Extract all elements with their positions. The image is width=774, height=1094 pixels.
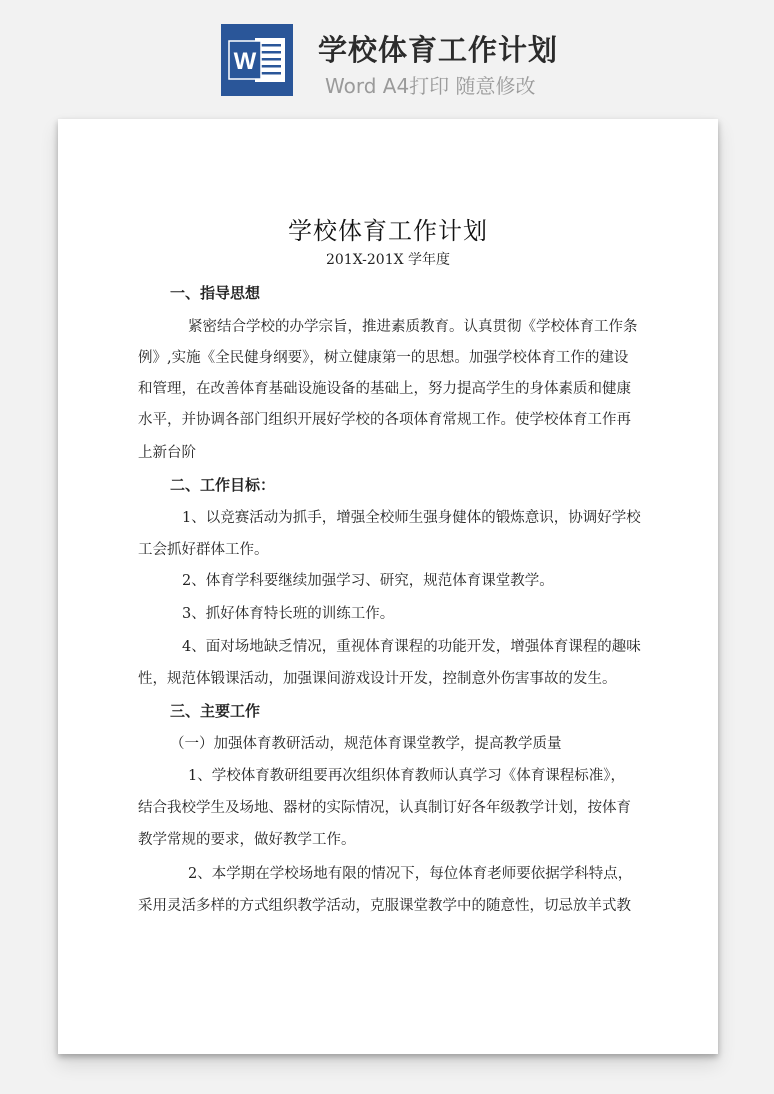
section-heading: 三、主要工作 (170, 702, 261, 720)
paragraph-line: 1、学校体育教研组要再次组织体育教师认真学习《体育课程标准》， (188, 768, 625, 784)
paragraph-line: 教学常规的要求，做好教学工作。 (138, 832, 356, 848)
section-heading: 一、指导思想 (170, 284, 261, 302)
page-header (0, 0, 774, 110)
paragraph-line: 2、本学期在学校场地有限的情况下，每位体育老师要依据学科特点， (188, 866, 633, 882)
paragraph-line: 3、抓好体育特长班的训练工作。 (182, 606, 395, 622)
word-icon-letter: W (233, 48, 257, 75)
header-title: 学校体育工作计划 (318, 33, 559, 67)
paragraph-line: 1、以竞赛活动为抓手，增强全校师生强身健体的锻炼意识，协调好学校 (182, 510, 641, 526)
paragraph-line: 水平，并协调各部门组织开展好学校的各项体育常规工作。使学校体育工作再 (138, 412, 631, 428)
paragraph-line: 工会抓好群体工作。 (138, 542, 269, 558)
paragraph-line: 性，规范体锻课活动，加强课间游戏设计开发，控制意外伤害事故的发生。 (138, 671, 617, 687)
paragraph-line: 上新台阶 (138, 445, 196, 461)
document-subtitle: 201X-201X 学年度 (325, 252, 451, 268)
paragraph-line: 2、体育学科要继续加强学习、研究，规范体育课堂教学。 (182, 573, 554, 589)
paragraph-line: 和管理，在改善体育基础设施设备的基础上，努力提高学生的身体素质和健康 (138, 381, 631, 397)
paragraph-line: 采用灵活多样的方式组织教学活动，克服课堂教学中的随意性，切忌放羊式教 (138, 898, 631, 914)
word-icon (221, 24, 293, 96)
document-page (58, 119, 718, 1054)
document-title: 学校体育工作计划 (288, 217, 488, 245)
paragraph-line: 4、面对场地缺乏情况，重视体育课程的功能开发，增强体育课程的趣味 (182, 639, 641, 655)
paragraph-line: 结合我校学生及场地、器材的实际情况，认真制订好各年级教学计划，按体育 (138, 800, 631, 816)
header-subtitle: Word A4打印 随意修改 (325, 74, 536, 98)
section-heading: 二、工作目标： (170, 476, 276, 494)
paragraph-line: 紧密结合学校的办学宗旨，推进素质教育。认真贯彻《学校体育工作条 (188, 319, 638, 335)
paragraph-line: 例》,实施《全民健身纲要》，树立健康第一的思想。加强学校体育工作的建设 (138, 350, 629, 366)
subsection-heading: （一）加强体育教研活动，规范体育课堂教学，提高教学质量 (170, 736, 562, 752)
